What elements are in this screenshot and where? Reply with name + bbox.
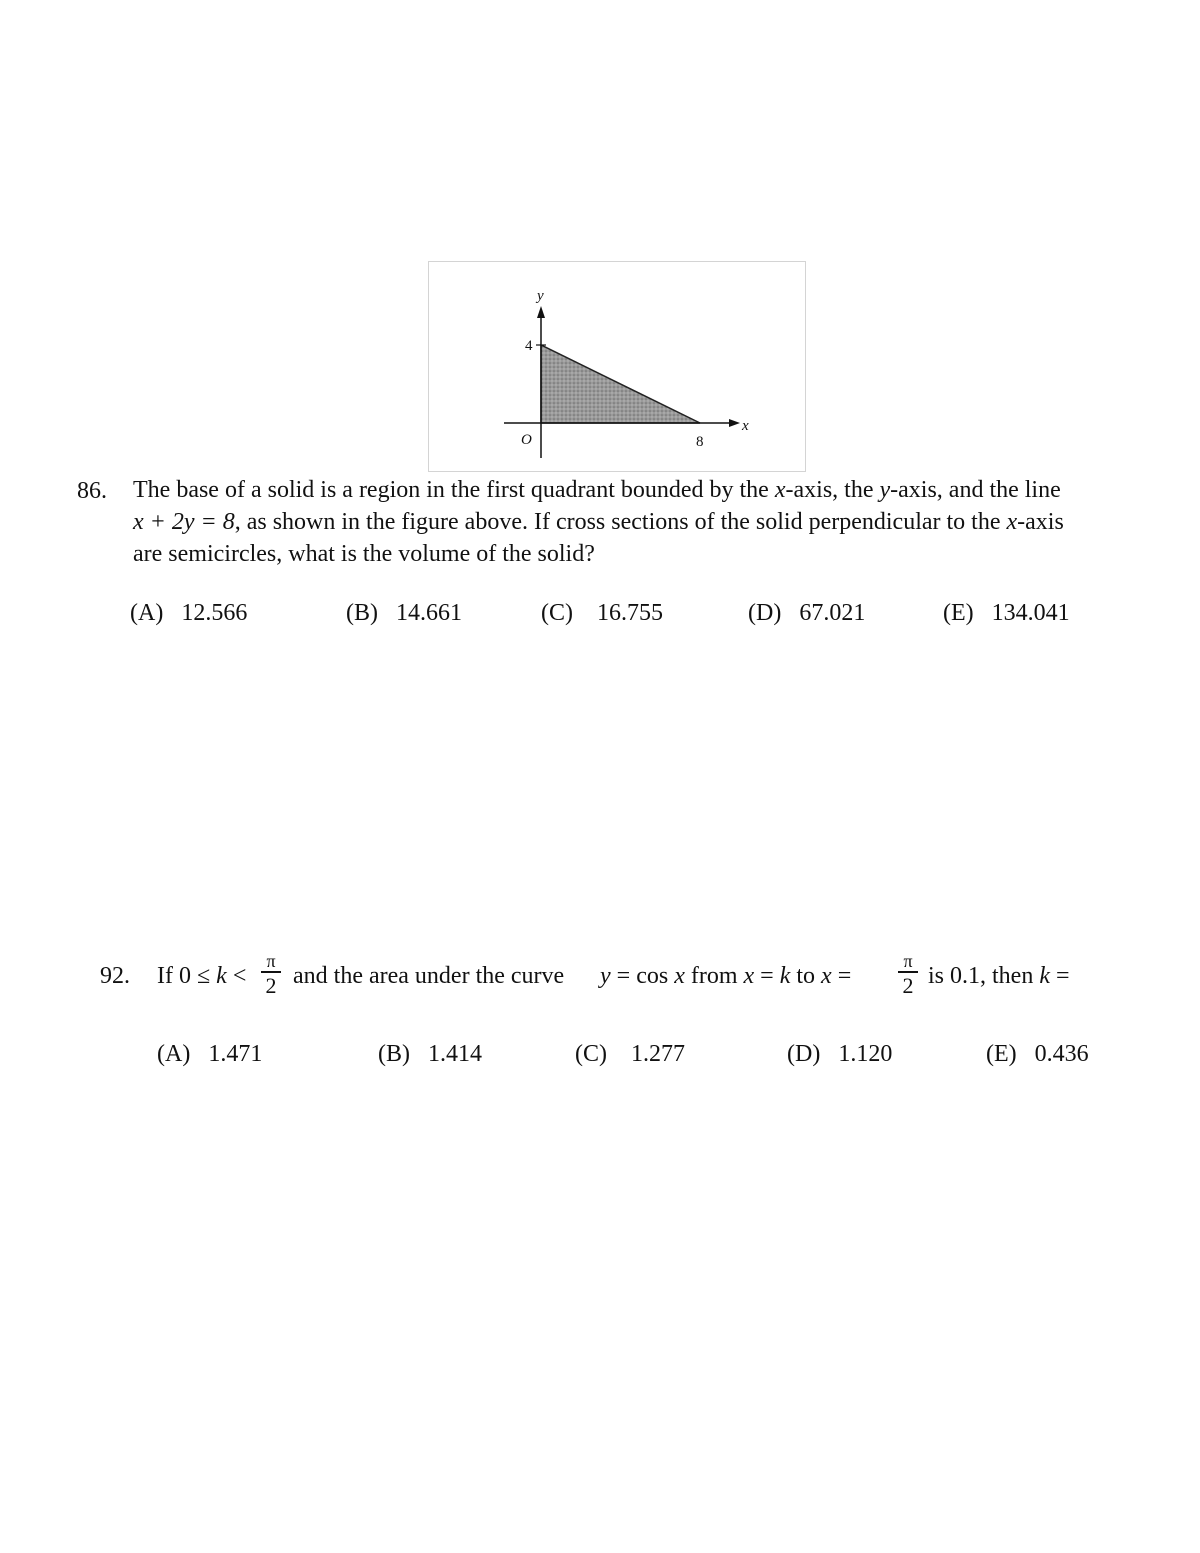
- q92-choice-a[interactable]: (A) 1.471: [157, 1041, 263, 1067]
- question-92-text: [100, 951, 1100, 1015]
- q86-choice-d[interactable]: (D) 67.021: [748, 600, 866, 626]
- q86-choice-a[interactable]: (A) 12.566: [130, 600, 248, 626]
- q86-choice-c[interactable]: (C) 16.755: [541, 600, 663, 626]
- q92-choice-b[interactable]: (B) 1.414: [378, 1041, 482, 1067]
- region-graph: [429, 262, 807, 473]
- question-92-number: 92.: [100, 963, 130, 989]
- x-axis-arrowhead: [729, 419, 740, 427]
- origin-label: O: [521, 432, 532, 448]
- region-figure: [428, 261, 806, 472]
- q92-choice-e[interactable]: (E) 0.436: [986, 1041, 1089, 1067]
- q86-choice-b[interactable]: (B) 14.661: [346, 600, 462, 626]
- question-86-line-3: are semicircles, what is the volume of the solid?: [133, 541, 595, 567]
- y-tick-label: 4: [525, 338, 533, 354]
- q92-condition: If 0 ≤ k <: [157, 963, 247, 989]
- pi-over-2-fraction-1: π 2: [260, 951, 282, 999]
- pi-over-2-fraction-2: π 2: [897, 951, 919, 999]
- q92-choice-c[interactable]: (C) 1.277: [575, 1041, 685, 1067]
- x-axis-label: x: [742, 418, 749, 434]
- question-86-number: 86.: [77, 478, 107, 504]
- shaded-region: [541, 345, 700, 423]
- q86-choice-e[interactable]: (E) 134.041: [943, 600, 1070, 626]
- y-axis-label: y: [537, 288, 544, 304]
- question-86-line-1: The base of a solid is a region in the first quadrant bounded by the x-axis, the y-axis, and the line: [133, 477, 1061, 503]
- question-86-text: [133, 474, 1143, 570]
- q92-mid-text: and the area under the curve: [293, 963, 565, 989]
- q92-choice-d[interactable]: (D) 1.120: [787, 1041, 893, 1067]
- q92-curve: y = cos x from x = k to x =: [600, 963, 852, 989]
- question-86-line-2: x + 2y = 8, as shown in the figure above. If cross sections of the solid perpendicular to the x-axis: [133, 509, 1064, 535]
- q92-end-text: is 0.1, then k =: [928, 963, 1070, 989]
- y-axis-arrowhead: [537, 306, 545, 318]
- x-tick-label: 8: [696, 434, 704, 450]
